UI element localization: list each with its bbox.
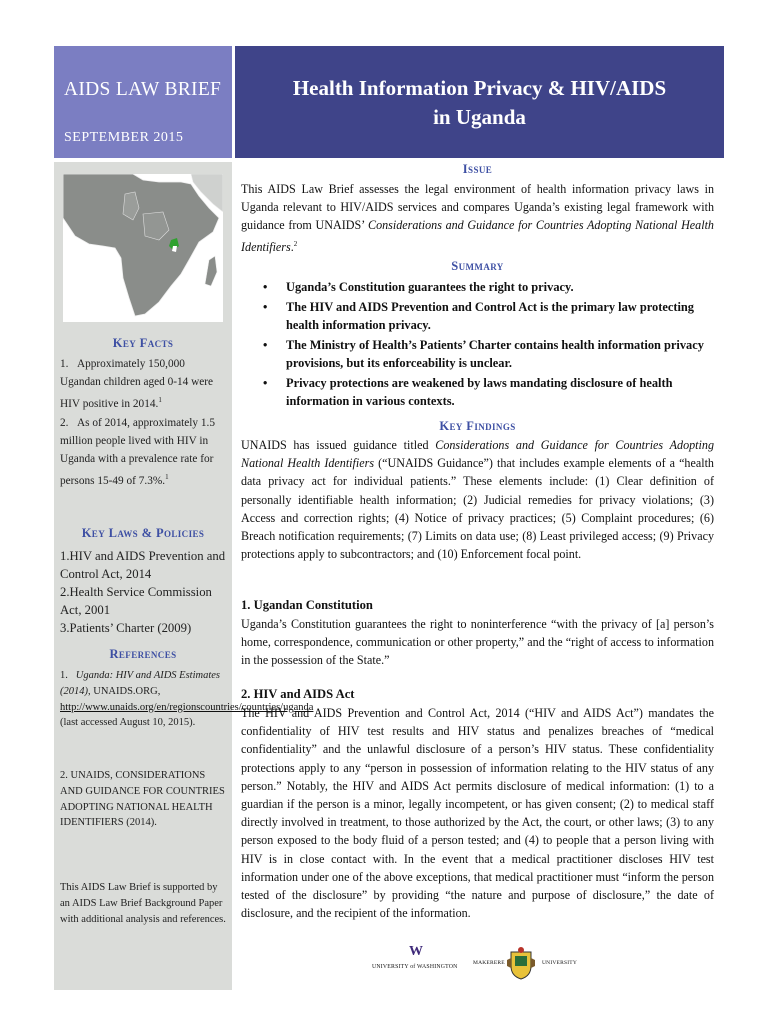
references-heading: References (109, 647, 177, 661)
africa-map-image (63, 174, 223, 322)
makerere-crest-icon (505, 946, 537, 980)
summary-item: • The HIV and AIDS Prevention and Control Act is the primary law protecting health information privacy. (263, 299, 694, 332)
summary-heading: Summary (451, 259, 504, 273)
brief-banner (54, 46, 232, 158)
issue-heading: Issue (462, 162, 493, 176)
makerere-university-label: UNIVERSITY (542, 960, 577, 966)
key-findings-paragraph: UNAIDS has issued guidance titled Considerations and Guidance for Countries Adopting National Health Identifiers (“UNAIDS Guidance”) that includes example elements of a “health data privacy act for individual patients.” These elements include: (1) Clear definition of personally identifiable health information; (2) Judicial remedies for privacy violations; (3) Access and correction rights; (4) Notice of privacy practices; (5) Complaint procedures; (6) Breach notification requirements; (7) Limits on data use; (8) Least privileged access; (9) Privacy protections apply to subcontractors; and (10) Enforcement focal point. (241, 438, 714, 562)
university-of-washington-name: UNIVERSITY of WASHINGTON (372, 964, 458, 970)
document-title: Health Information Privacy & HIV/AIDS in Uganda (292, 76, 667, 129)
summary-item: • Privacy protections are weakened by laws mandating disclosure of health information in various contexts. (263, 375, 673, 408)
key-law-item: 3.Patients’ Charter (2009) (60, 621, 192, 635)
section-heading: 2. HIV and AIDS Act (241, 687, 355, 701)
key-law-item: 2.Health Service Commission Act, 2001 (60, 585, 212, 617)
background-paper-note: This AIDS Law Brief is supported by an AIDS Law Brief Background Paper with additional analysis and references. (60, 882, 226, 925)
brief-label: AIDS LAW BRIEF (64, 79, 222, 100)
section-heading: 1. Ugandan Constitution (241, 598, 373, 612)
university-of-washington-logo: W (409, 944, 423, 959)
summary-item: • Uganda’s Constitution guarantees the right to privacy. (263, 280, 574, 294)
key-fact-item: 2. As of 2014, approximately 1.5 million people lived with HIV in Uganda with a prevalence rate for persons 15-49 of 7.3%.$^1$ (60, 417, 216, 487)
brief-date: SEPTEMBER 2015 (64, 130, 184, 145)
reference-link[interactable]: http://www.unaids.org/en/regionscountries/countries/uganda (60, 701, 314, 713)
summary-item: • The Ministry of Health’s Patients’ Charter contains health information privacy provisions, but its enforceability is unclear. (263, 337, 704, 370)
section-paragraph: The HIV and AIDS Prevention and Control Act, 2014 (“HIV and AIDS Act”) mandates the confidentiality of HIV test results and HIV status and penalizes breaches of “medical confidentiality” and the unlawful disclosure of a person’s HIV status. These confidentiality protections apply to any “person in possession of information relating to the HIV status of any person.” Notably, the HIV and AIDS Act permits disclosure of medical information: (1) to a guardian if the person is a minor, legally incompetent, or has given consent; (2) to medical staff directly involved in treatment, to those authorized by the Act, the court, or other laws; (3) to any person exposed to the body fluid of a person tested; and (4) to people that a person living with HIV is in close contact with. In the event that a medical practitioner discloses HIV test information under one of the above exceptions, that medical practitioner must “inform the person tested of the disclosure” by providing “the nature and purpose of disclosure,” the date of disclosure, and the recipient of the information. (241, 706, 714, 921)
title-banner (235, 46, 724, 158)
makerere-label: MAKERERE (473, 960, 505, 966)
key-fact-item: 1. Approximately 150,000 Ugandan children aged 0-14 were HIV positive in 2014.$^1$ (60, 358, 214, 410)
key-law-item: 1.HIV and AIDS Prevention and Control Act, 2014 (60, 549, 226, 581)
issue-paragraph: This AIDS Law Brief assesses the legal environment of health information privacy laws in Uganda relevant to HIV/AIDS services and compares Uganda’s existing legal framework with guidance from UNAIDS’ Considerations and Guidance for Countries Adopting National Health Identifiers.$^2$ (241, 182, 714, 254)
partner-logos (360, 944, 600, 984)
reference-item: 2. UNAIDS, CONSIDERATIONS AND GUIDANCE FOR COUNTRIES ADOPTING NATIONAL HEALTH IDENTIFIERS (2014). (60, 770, 225, 829)
key-facts-heading: Key Facts (112, 336, 174, 350)
section-paragraph: Uganda’s Constitution guarantees the right to noninterference “with the privacy of [a] person’s home, correspondence, communication or other property,” and the “right of access to information in the possession of the State.” (241, 617, 714, 668)
key-laws-heading: Key Laws & Policies (81, 526, 205, 540)
summary-list (241, 278, 714, 412)
reference-item: 1. Uganda: HIV and AIDS Estimates (2014), UNAIDS.ORG, http://www.unaids.org/en/regionscountries/countries/uganda (last accessed August 10, 2015). (60, 670, 314, 729)
key-findings-heading: Key Findings (439, 419, 516, 433)
